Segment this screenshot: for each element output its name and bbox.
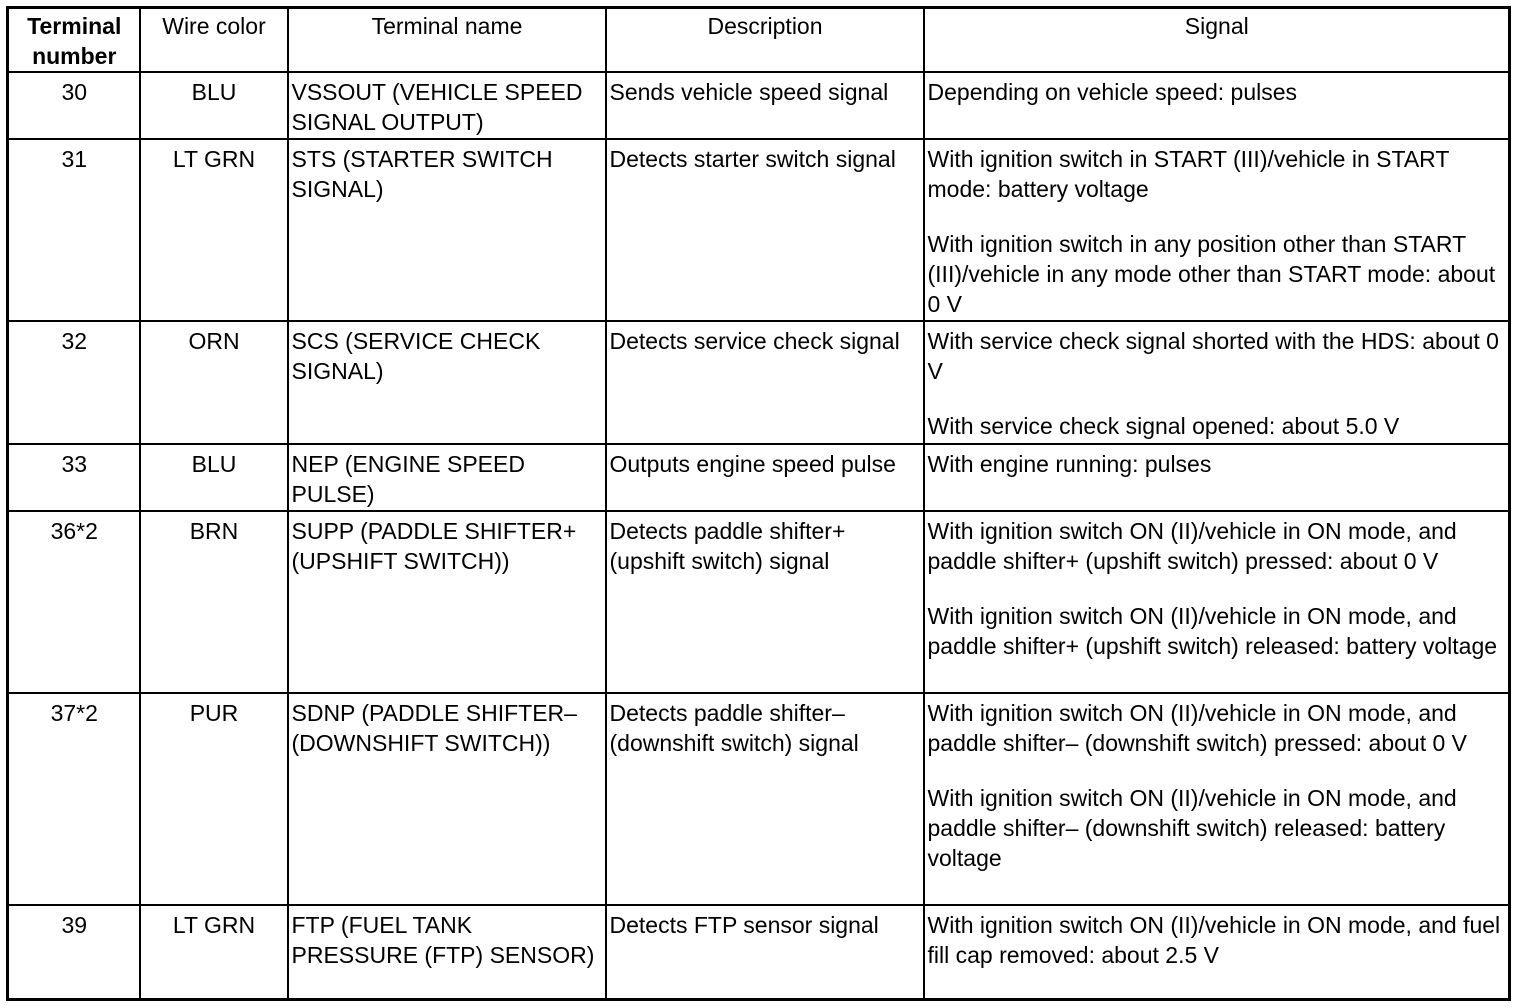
table-row bbox=[8, 444, 1510, 511]
table-row bbox=[8, 511, 1510, 693]
wire-color-cell: BLU bbox=[140, 444, 288, 511]
signal-text: With ignition switch ON (II)/vehicle in ON mode, and paddle shifter+ (upshift switch) pressed: about 0 V bbox=[927, 518, 1457, 574]
header-terminal-name: Terminal name bbox=[288, 8, 606, 73]
terminal-name-cell: SDNP (PADDLE SHIFTER– (DOWNSHIFT SWITCH)) bbox=[288, 693, 606, 905]
terminal-name-cell: NEP (ENGINE SPEED PULSE) bbox=[288, 444, 606, 511]
terminal-name-cell: SCS (SERVICE CHECK SIGNAL) bbox=[288, 321, 606, 444]
signal-text: With ignition switch ON (II)/vehicle in ON mode, and paddle shifter– (downshift switch) pressed: about 0 V bbox=[927, 700, 1468, 756]
terminal-table bbox=[6, 6, 1511, 1001]
signal-text: With ignition switch in any position other than START (III)/vehicle in any mode other than START mode: about 0 V bbox=[927, 231, 1496, 317]
signal-text: With service check signal opened: about 5.0 V bbox=[927, 413, 1400, 439]
terminal-number-cell: 39 bbox=[8, 905, 140, 1000]
header-wire-color: Wire color bbox=[140, 8, 288, 73]
wire-color-cell: PUR bbox=[140, 693, 288, 905]
table-row bbox=[8, 693, 1510, 905]
header-description: Description bbox=[606, 8, 924, 73]
header-row bbox=[8, 8, 1510, 73]
table-row bbox=[8, 139, 1510, 321]
signal-text: With service check signal shorted with the HDS: about 0 V bbox=[927, 328, 1499, 384]
table-row bbox=[8, 72, 1510, 139]
signal-cell bbox=[924, 693, 1510, 905]
description-cell: Outputs engine speed pulse bbox=[606, 444, 924, 511]
description-cell: Detects paddle shifter– (downshift switch) signal bbox=[606, 693, 924, 905]
description-cell: Sends vehicle speed signal bbox=[606, 72, 924, 139]
terminal-number-cell: 31 bbox=[8, 139, 140, 321]
wire-color-cell: LT GRN bbox=[140, 905, 288, 1000]
description-cell: Detects service check signal bbox=[606, 321, 924, 444]
description-cell: Detects FTP sensor signal bbox=[606, 905, 924, 1000]
signal-cell bbox=[924, 905, 1510, 1000]
header-signal: Signal bbox=[924, 8, 1510, 73]
signal-cell bbox=[924, 321, 1510, 444]
signal-cell bbox=[924, 511, 1510, 693]
signal-text: With ignition switch ON (II)/vehicle in ON mode, and paddle shifter– (downshift switch) released: battery voltage bbox=[927, 785, 1457, 871]
signal-cell bbox=[924, 139, 1510, 321]
signal-text: With engine running: pulses bbox=[927, 451, 1212, 477]
terminal-number-cell: 37*2 bbox=[8, 693, 140, 905]
wire-color-cell: BRN bbox=[140, 511, 288, 693]
signal-cell bbox=[924, 444, 1510, 511]
description-cell: Detects starter switch signal bbox=[606, 139, 924, 321]
wire-color-cell: ORN bbox=[140, 321, 288, 444]
terminal-name-cell: FTP (FUEL TANK PRESSURE (FTP) SENSOR) bbox=[288, 905, 606, 1000]
signal-text: With ignition switch ON (II)/vehicle in ON mode, and paddle shifter+ (upshift switch) released: battery voltage bbox=[927, 603, 1498, 659]
wire-color-cell: BLU bbox=[140, 72, 288, 139]
table-row bbox=[8, 905, 1510, 1000]
signal-cell bbox=[924, 72, 1510, 139]
terminal-number-cell: 36*2 bbox=[8, 511, 140, 693]
terminal-number-cell: 32 bbox=[8, 321, 140, 444]
signal-text: With ignition switch ON (II)/vehicle in ON mode, and fuel fill cap removed: about 2.5 V bbox=[927, 912, 1501, 968]
wire-color-cell: LT GRN bbox=[140, 139, 288, 321]
description-cell: Detects paddle shifter+ (upshift switch) signal bbox=[606, 511, 924, 693]
terminal-name-cell: STS (STARTER SWITCH SIGNAL) bbox=[288, 139, 606, 321]
signal-text: With ignition switch in START (III)/vehicle in START mode: battery voltage bbox=[927, 146, 1449, 202]
signal-text: Depending on vehicle speed: pulses bbox=[927, 79, 1298, 105]
table-row bbox=[8, 321, 1510, 444]
terminal-number-cell: 30 bbox=[8, 72, 140, 139]
header-terminal-number: Terminal number bbox=[8, 8, 140, 73]
terminal-number-cell: 33 bbox=[8, 444, 140, 511]
terminal-name-cell: VSSOUT (VEHICLE SPEED SIGNAL OUTPUT) bbox=[288, 72, 606, 139]
terminal-name-cell: SUPP (PADDLE SHIFTER+ (UPSHIFT SWITCH)) bbox=[288, 511, 606, 693]
